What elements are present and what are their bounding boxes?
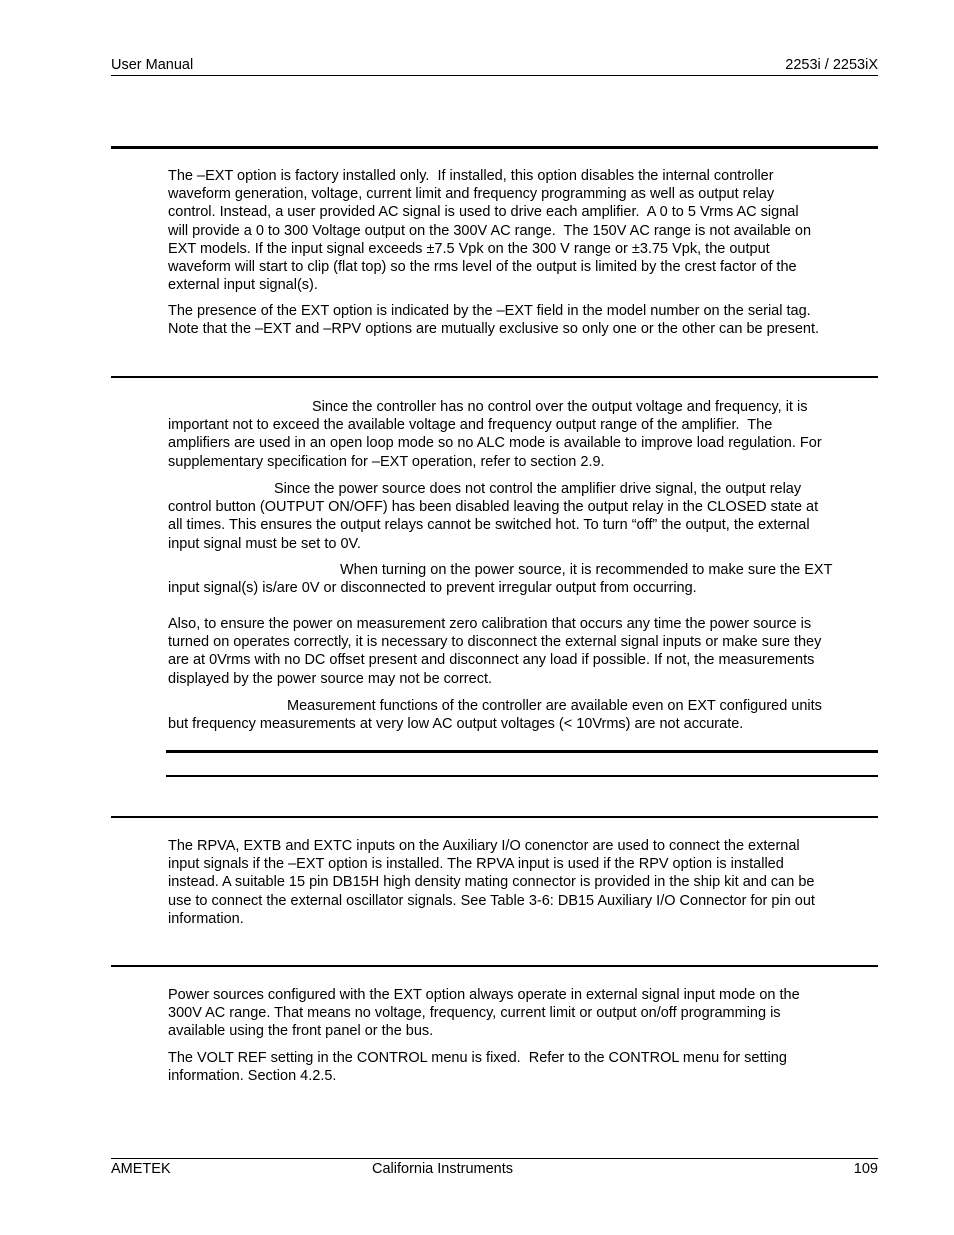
text-line: available using the front panel or the bus.: [168, 1023, 434, 1040]
text-line: Power sources configured with the EXT option always operate in external signal input mode on the: [168, 987, 800, 1003]
text-line: important not to exceed the available voltage and frequency output range of the amplifier. The: [168, 417, 773, 434]
paragraph-measurements: [168, 697, 880, 733]
paragraph-zero-calibration: [168, 615, 880, 688]
section-divider-1: [111, 146, 878, 149]
text-line: turned on operates correctly, it is necessary to disconnect the external signal inputs or make sure they: [168, 634, 822, 651]
header-left: User Manual: [111, 57, 194, 73]
text-line: input signals if the –EXT option is installed. The RPVA input is used if the RPV option is installed: [168, 856, 784, 873]
paragraph-output-range: [168, 398, 880, 471]
text-line: input signal(s) is/are 0V or disconnected to prevent irregular output from occurring.: [168, 580, 697, 597]
text-line: Note that the –EXT and –RPV options are mutually exclusive so only one or the other can be present.: [168, 321, 820, 338]
text-line: instead. A suitable 15 pin DB15H high density mating connector is provided in the ship kit and can be: [168, 874, 815, 891]
text-line: The RPVA, EXTB and EXTC inputs on the Auxiliary I/O conenctor are used to connect the external: [168, 838, 800, 854]
note-rule-bottom: [166, 775, 878, 777]
header-rule: [111, 75, 878, 76]
footer-left: AMETEK: [111, 1161, 171, 1177]
header-right: 2253i / 2253iX: [785, 57, 878, 73]
text-line: Measurement functions of the controller are available even on EXT configured units: [287, 698, 822, 714]
text-line: amplifiers are used in an open loop mode so no ALC mode is available to improve load regulation. For: [168, 435, 822, 452]
text-line: control button (OUTPUT ON/OFF) has been disabled leaving the output relay in the CLOSED state at: [168, 499, 819, 516]
text-line: all times. This ensures the output relays cannot be switched hot. To turn “off” the output, the external: [168, 517, 810, 534]
text-line: EXT models. If the input signal exceeds ±7.5 Vpk on the 300 V range or ±3.75 Vpk, the output: [168, 240, 770, 257]
text-line: Since the controller has no control over the output voltage and frequency, it is: [312, 399, 808, 415]
footer-center: California Instruments: [372, 1161, 514, 1177]
note-rule-top: [166, 750, 878, 753]
page-number: 109: [853, 1161, 878, 1177]
paragraph-ext-option-presence: [168, 302, 880, 338]
paragraph-ext-mode: [168, 986, 880, 1041]
text-line: The presence of the EXT option is indicated by the –EXT field in the model number on the serial tag.: [168, 303, 811, 319]
text-line: information.: [168, 910, 244, 927]
text-line: waveform generation, voltage, current limit and frequency programming as well as output relay: [168, 186, 775, 203]
text-line: are at 0Vrms with no DC offset present and disconnect any load if possible. If not, the measurements: [168, 652, 815, 669]
footer-rule: [111, 1158, 878, 1159]
paragraph-ext-option-intro: [168, 167, 880, 294]
paragraph-output-relay: [168, 480, 880, 553]
text-line: input signal must be set to 0V.: [168, 535, 361, 552]
text-line: displayed by the power source may not be correct.: [168, 670, 492, 687]
text-line: The VOLT REF setting in the CONTROL menu is fixed. Refer to the CONTROL menu for setting: [168, 1050, 787, 1066]
text-line: When turning on the power source, it is recommended to make sure the EXT: [340, 562, 833, 578]
text-line: information. Section 4.2.5.: [168, 1068, 337, 1085]
paragraph-volt-ref: [168, 1049, 880, 1085]
text-line: will provide a 0 to 300 Voltage output on the 300V AC range. The 150V AC range is not available on: [168, 222, 812, 239]
paragraph-power-on: [168, 561, 880, 597]
section-divider-2: [111, 376, 878, 378]
text-line: Since the power source does not control the amplifier drive signal, the output relay: [274, 481, 802, 497]
text-line: The –EXT option is factory installed only. If installed, this option disables the internal controller: [168, 168, 774, 184]
text-line: waveform will start to clip (flat top) so the rms level of the output is limited by the crest factor of the: [168, 259, 797, 276]
text-line: but frequency measurements at very low AC output voltages (< 10Vrms) are not accurate.: [168, 716, 744, 733]
text-line: control. Instead, a user provided AC signal is used to drive each amplifier. A 0 to 5 Vrms AC signal: [168, 204, 799, 221]
text-line: Also, to ensure the power on measurement zero calibration that occurs any time the power source is: [168, 616, 812, 632]
text-line: use to connect the external oscillator signals. See Table 3-6: DB15 Auxiliary I/O Connector for pin out: [168, 892, 815, 909]
text-line: external input signal(s).: [168, 277, 318, 294]
section-divider-4: [111, 965, 878, 967]
section-divider-3: [111, 816, 878, 818]
paragraph-aux-io-inputs: [168, 837, 880, 928]
text-line: 300V AC range. That means no voltage, frequency, current limit or output on/off programming is: [168, 1005, 781, 1022]
text-line: supplementary specification for –EXT operation, refer to section 2.9.: [168, 453, 605, 470]
